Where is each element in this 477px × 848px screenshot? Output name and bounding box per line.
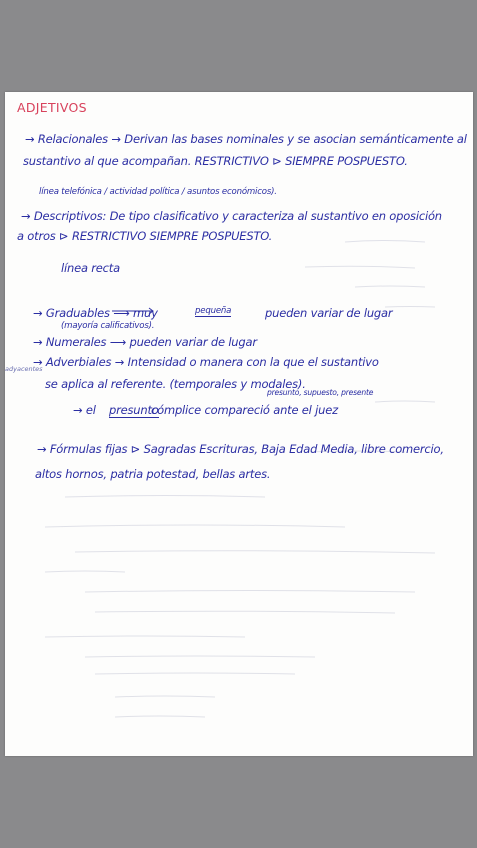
note-examples-relacionales: línea telefónica / actividad política / asuntos económicos). — [39, 187, 277, 197]
note-line-graduables: → Graduables ⟶ muy — [33, 306, 158, 320]
note-line-formulas: → Fórmulas fijas ⊳ Sagradas Escrituras, Baja Edad Media, libre comercio, — [37, 442, 444, 456]
note-line-formulas-cont: altos hornos, patria potestad, bellas artes. — [35, 467, 271, 481]
note-line-relacionales-cont: sustantivo al que acompañan. RESTRICTIVO ⊳ SIEMPRE POSPUESTO. — [23, 154, 408, 168]
note-line-numerales: → Numerales ⟶ pueden variar de lugar — [33, 335, 257, 349]
note-example-sentence: cómplice compareció ante el juez — [151, 403, 338, 417]
page-title: ADJETIVOS — [17, 100, 87, 115]
note-line-adverbiales-cont: se aplica al referente. (temporales y modales). — [45, 377, 306, 391]
handwritten-arrows — [5, 92, 473, 756]
note-example-arrow: → el — [73, 403, 96, 417]
note-adverbiales-examples: presunto, supuesto, presente — [267, 388, 374, 397]
note-graduables-lugar: pueden variar de lugar — [265, 306, 393, 320]
note-underlined-pequena: pequeña — [195, 306, 232, 316]
notebook-page — [5, 92, 473, 756]
note-underlined-presunto: presunto — [109, 403, 159, 417]
note-line-relacionales: → Relacionales → Derivan las bases nominales y se asocian semánticamente al — [25, 132, 467, 146]
note-example-descriptivos: línea recta — [61, 261, 120, 275]
note-line-adverbiales: → Adverbiales → Intensidad o manera con la que el sustantivo — [33, 355, 379, 369]
note-line-descriptivos: → Descriptivos: De tipo clasificativo y caracteriza al sustantivo en oposición — [21, 209, 442, 223]
note-line-descriptivos-cont: a otros ⊳ RESTRICTIVO SIEMPRE POSPUESTO. — [17, 229, 273, 243]
note-graduables-sub: (mayoría calificativos). — [61, 321, 155, 331]
margin-note: adyacentes — [5, 365, 43, 373]
